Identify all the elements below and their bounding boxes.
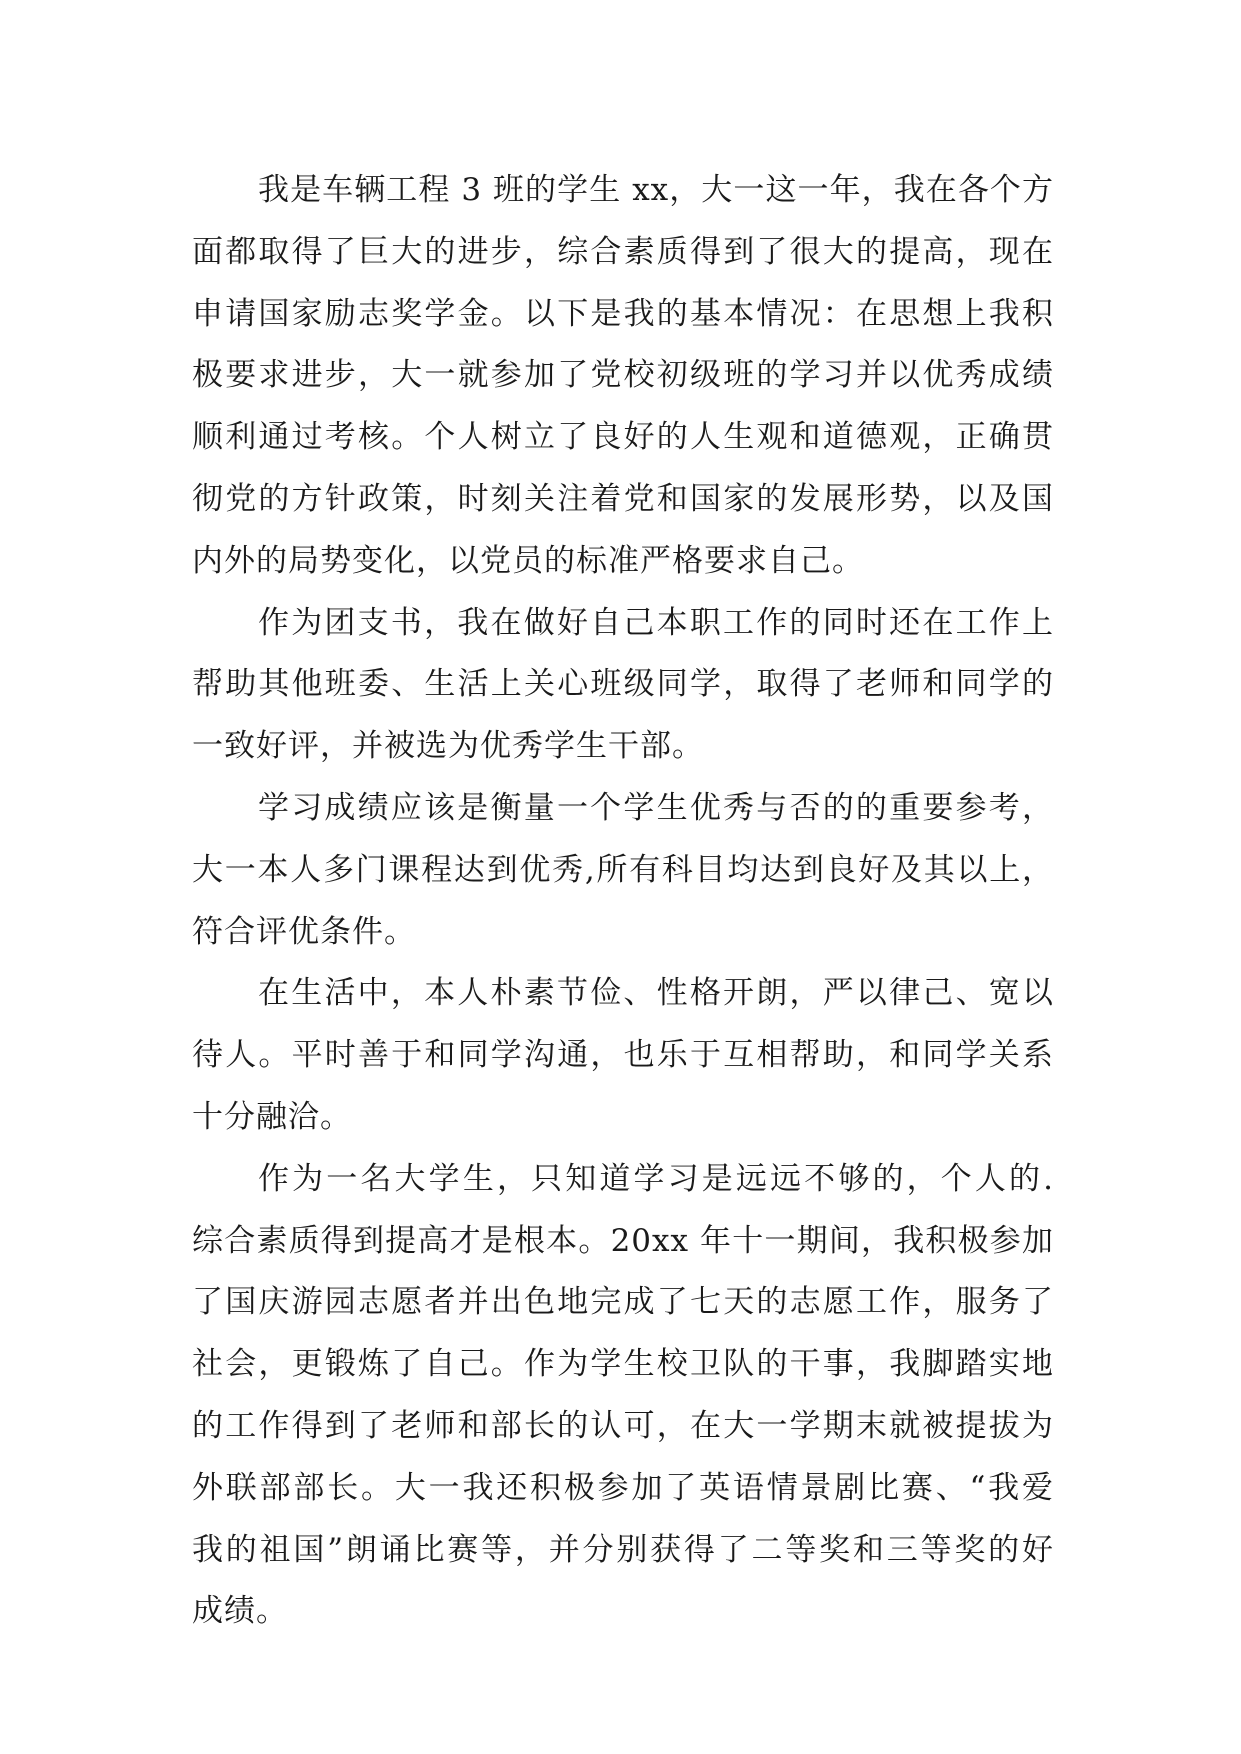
text-line: 一致好评，并被选为优秀学生干部。 bbox=[192, 728, 704, 765]
text-line: 我的祖国”朗诵比赛等，并分别获得了二等奖和三等奖的好 bbox=[192, 1531, 1054, 1568]
text-line: 内外的局势变化，以党员的标准严格要求自己。 bbox=[192, 542, 864, 579]
text-line: 了国庆游园志愿者并出色地完成了七天的志愿工作，服务了 bbox=[192, 1284, 1054, 1321]
text-line: 作为一名大学生，只知道学习是远远不够的，个人的. bbox=[258, 1160, 1054, 1197]
text-line: 作为团支书，我在做好自己本职工作的同时还在工作上 bbox=[258, 604, 1054, 641]
text-line: 申请国家励志奖学金。以下是我的基本情况：在思想上我积 bbox=[192, 295, 1054, 332]
text-line: 面都取得了巨大的进步，综合素质得到了很大的提高，现在 bbox=[192, 233, 1054, 270]
text-line: 成绩。 bbox=[192, 1593, 288, 1630]
text-line: 十分融洽。 bbox=[192, 1098, 352, 1135]
text-line: 的工作得到了老师和部长的认可，在大一学期末就被提拔为 bbox=[192, 1407, 1054, 1444]
text-line: 社会，更锻炼了自己。作为学生校卫队的干事，我脚踏实地 bbox=[192, 1346, 1054, 1383]
text-line: 学习成绩应该是衡量一个学生优秀与否的的重要参考， bbox=[258, 789, 1054, 826]
paragraph-3 bbox=[192, 778, 1054, 963]
text-line: 极要求进步，大一就参加了党校初级班的学习并以优秀成绩 bbox=[192, 357, 1054, 394]
paragraph-5 bbox=[192, 1149, 1054, 1643]
text-line: 彻党的方针政策，时刻关注着党和国家的发展形势，以及国 bbox=[192, 480, 1054, 517]
text-line: 我是车辆工程 3 班的学生 xx，大一这一年，我在各个方 bbox=[258, 172, 1054, 208]
text-line: 在生活中，本人朴素节俭、性格开朗，严以律己、宽以 bbox=[258, 975, 1054, 1012]
paragraph-1 bbox=[192, 160, 1054, 593]
text-line: 外联部部长。大一我还积极参加了英语情景剧比赛、“我爱 bbox=[192, 1469, 1054, 1506]
text-line: 综合素质得到提高才是根本。20xx 年十一期间，我积极参加 bbox=[192, 1222, 1054, 1259]
paragraph-2 bbox=[192, 593, 1054, 778]
text-line: 帮助其他班委、生活上关心班级同学，取得了老师和同学的 bbox=[192, 666, 1054, 703]
document-body bbox=[192, 160, 1054, 1643]
text-line: 顺利通过考核。个人树立了良好的人生观和道德观，正确贯 bbox=[192, 419, 1054, 456]
text-line: 大一本人多门课程达到优秀,所有科目均达到良好及其以上， bbox=[192, 851, 1054, 888]
paragraph-4 bbox=[192, 963, 1054, 1148]
text-line: 符合评优条件。 bbox=[192, 913, 416, 950]
text-line: 待人。平时善于和同学沟通，也乐于互相帮助，和同学关系 bbox=[192, 1037, 1054, 1074]
